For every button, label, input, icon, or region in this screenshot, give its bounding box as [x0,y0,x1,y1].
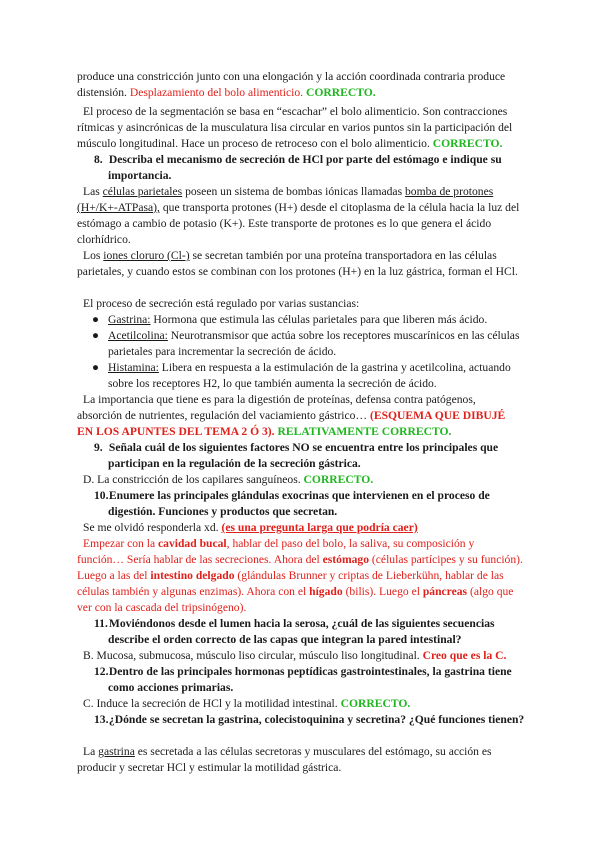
question-number: 12. [94,665,109,678]
term-proton-pump: bomba de protones (H+/K+-ATPasa), [77,185,494,214]
bullet-icon: ● [92,361,100,374]
paragraph-text: Los [83,249,101,262]
answer-10 [77,520,523,536]
paragraph-text: El proceso de la segmentación se basa en “escachar” el bolo alimenticio. Son contracciones rítmicas y asincrónicas de la musculatura lisa circular en varios puntos sin la participación del músculo longitudinal. Hace un proceso de retroceso con el bolo alimenticio. [77,105,513,150]
question-text: Señala cuál de los siguientes factores NO se encuentra entre los principales que participan en la regulación de la secreción gástrica. [108,441,499,470]
paragraph-regulation [77,296,523,312]
question-9 [94,440,536,472]
paragraph-text: El proceso de secreción está regulado por varias sustancias: [83,297,360,310]
guide-text: (células partícipes y su función). Luego a las del [77,553,523,582]
question-number: 9. [94,441,103,454]
guide-text: Empezar con la [83,537,156,550]
question-text: ¿Dónde se secretan la gastrina, colecistoquinina y secretina? ¿Qué funciones tienen? [108,713,525,726]
term-stomach: estómago [322,553,370,566]
term-parietal-cells: células parietales [102,185,183,198]
guide-text: (glándulas Brunner y criptas de Lieberkühn, hablar de las células también y algunas enzimas). Ahora con el [77,569,504,598]
question-number: 8. [94,153,103,166]
bullet-icon: ● [92,329,100,342]
bullet-acetilcolina [92,328,538,360]
question-number: 10. [94,489,109,502]
correct-mark: CORRECTO. [432,137,503,150]
term-small-intestine: intestino delgado [150,569,235,582]
correct-mark: CORRECTO. [340,697,411,710]
question-text: Dentro de las principales hormonas peptídicas gastrointestinales, la gastrina tiene como acciones primarias. [108,665,512,694]
paragraph-segmentation [77,104,523,152]
bullet-icon: ● [92,313,100,326]
paragraph-text: que transporta protones (H+) desde el citoplasma de la célula hacia la luz del estómago a cambio de potasio (K+). Este transporte de protones es lo que genera el ácido clorhídrico. [77,201,520,246]
guide-text: (algo que ver con la cascada del tripsinógeno). [77,585,514,614]
bullet-label: Gastrina: [108,313,151,326]
question-10 [94,488,536,520]
question-11 [94,616,536,648]
paragraph-text: poseen un sistema de bombas iónicas llamadas [185,185,403,198]
paragraph-parietal-cells [77,184,523,248]
teacher-comment: (es una pregunta larga que podría caer) [221,521,418,534]
teacher-comment: Creo que es la C. [422,649,507,662]
paragraph-text: es secretada a las células secretoras y musculares del estómago, su acción es producir y secretar HCl y estimular la motilidad gástrica. [77,745,492,774]
teacher-comment: (ESQUEMA QUE DIBUJÉ EN LOS APUNTES DEL TEMA 2 Ó 3). [77,409,506,438]
paragraph-text: se secretan también por una proteína transportadora en las células parietales, y cuando estos se combinan con los protones (H+) en la luz gástrica, forman el HCl. [77,249,518,278]
correct-mark: CORRECTO. [305,86,376,99]
guide-text: , hablar del paso del bolo, la saliva, su composición y función… Sería hablar de las secreciones. Ahora del [77,537,475,566]
term-liver: hígado [309,585,343,598]
question-8 [94,152,536,184]
answer-text: B. Mucosa, submucosa, músculo liso circular, músculo liso longitudinal. [83,649,420,662]
paragraph-text: La [83,745,96,758]
bullet-label: Histamina: [108,361,159,374]
paragraph-importance [77,392,523,440]
paragraph-text: Las [83,185,100,198]
answer-text: D. La constricción de los capilares sanguíneos. [83,473,301,486]
paragraph-text: La importancia que tiene es para la digestión de proteínas, defensa contra patógenos, absorción de nutrientes, regulación del vaciamiento gástrico… [77,393,476,422]
question-text: Enumere las principales glándulas exocrinas que intervienen en el proceso de digestión. Funciones y productos que secretan. [108,489,490,518]
answer-12 [77,696,523,712]
bullet-gastrina [92,312,538,328]
paragraph-chloride [77,248,523,280]
teacher-comment: Desplazamiento del bolo alimenticio. [129,86,304,99]
question-text: Describa el mecanismo de secreción de HCl por parte del estómago e indique su importancia. [108,153,502,182]
bullet-label: Acetilcolina: [108,329,168,342]
bullet-text: Hormona que estimula las células parietales para que liberen más ácido. [153,313,488,326]
guide-text: (bilis). Luego el [345,585,420,598]
bullet-histamina [92,360,538,392]
question-number: 11. [94,617,108,630]
correct-mark: RELATIVAMENTE CORRECTO. [277,425,452,438]
question-text: Moviéndonos desde el lumen hacia la serosa, ¿cuál de las siguientes secuencias describe el orden correcto de las capas que integran la pared intestinal? [108,617,495,646]
question-13 [94,712,536,728]
paragraph-gastrina [77,744,523,776]
paragraph-peristalsis [77,69,523,101]
question-number: 13. [94,713,109,726]
answer-text: Se me olvidó responderla xd. [83,521,219,534]
paragraph-glands-guide [77,536,523,616]
paragraph-text: produce una constricción junto con una elongación y la acción coordinada contraria produce [77,70,506,83]
answer-9 [77,472,523,488]
answer-text: C. Induce la secreción de HCl y la motilidad intestinal. [83,697,338,710]
question-12 [94,664,536,696]
answer-11 [77,648,523,664]
bullet-text: Libera en respuesta a la estimulación de la gastrina y acetilcolina, actuando sobre los receptores H2, lo que también aumenta la secreción de ácido. [108,361,511,390]
term-pancreas: páncreas [422,585,468,598]
term-gastrina: gastrina [98,745,135,758]
term-chloride-ions: iones cloruro (Cl-) [103,249,190,262]
paragraph-text: distensión. [77,86,127,99]
bullet-text: Neurotransmisor que actúa sobre los receptores muscarínicos en las células parietales para incrementar la secreción de ácido. [108,329,520,358]
term-oral-cavity: cavidad bucal [158,537,227,550]
correct-mark: CORRECTO. [303,473,374,486]
